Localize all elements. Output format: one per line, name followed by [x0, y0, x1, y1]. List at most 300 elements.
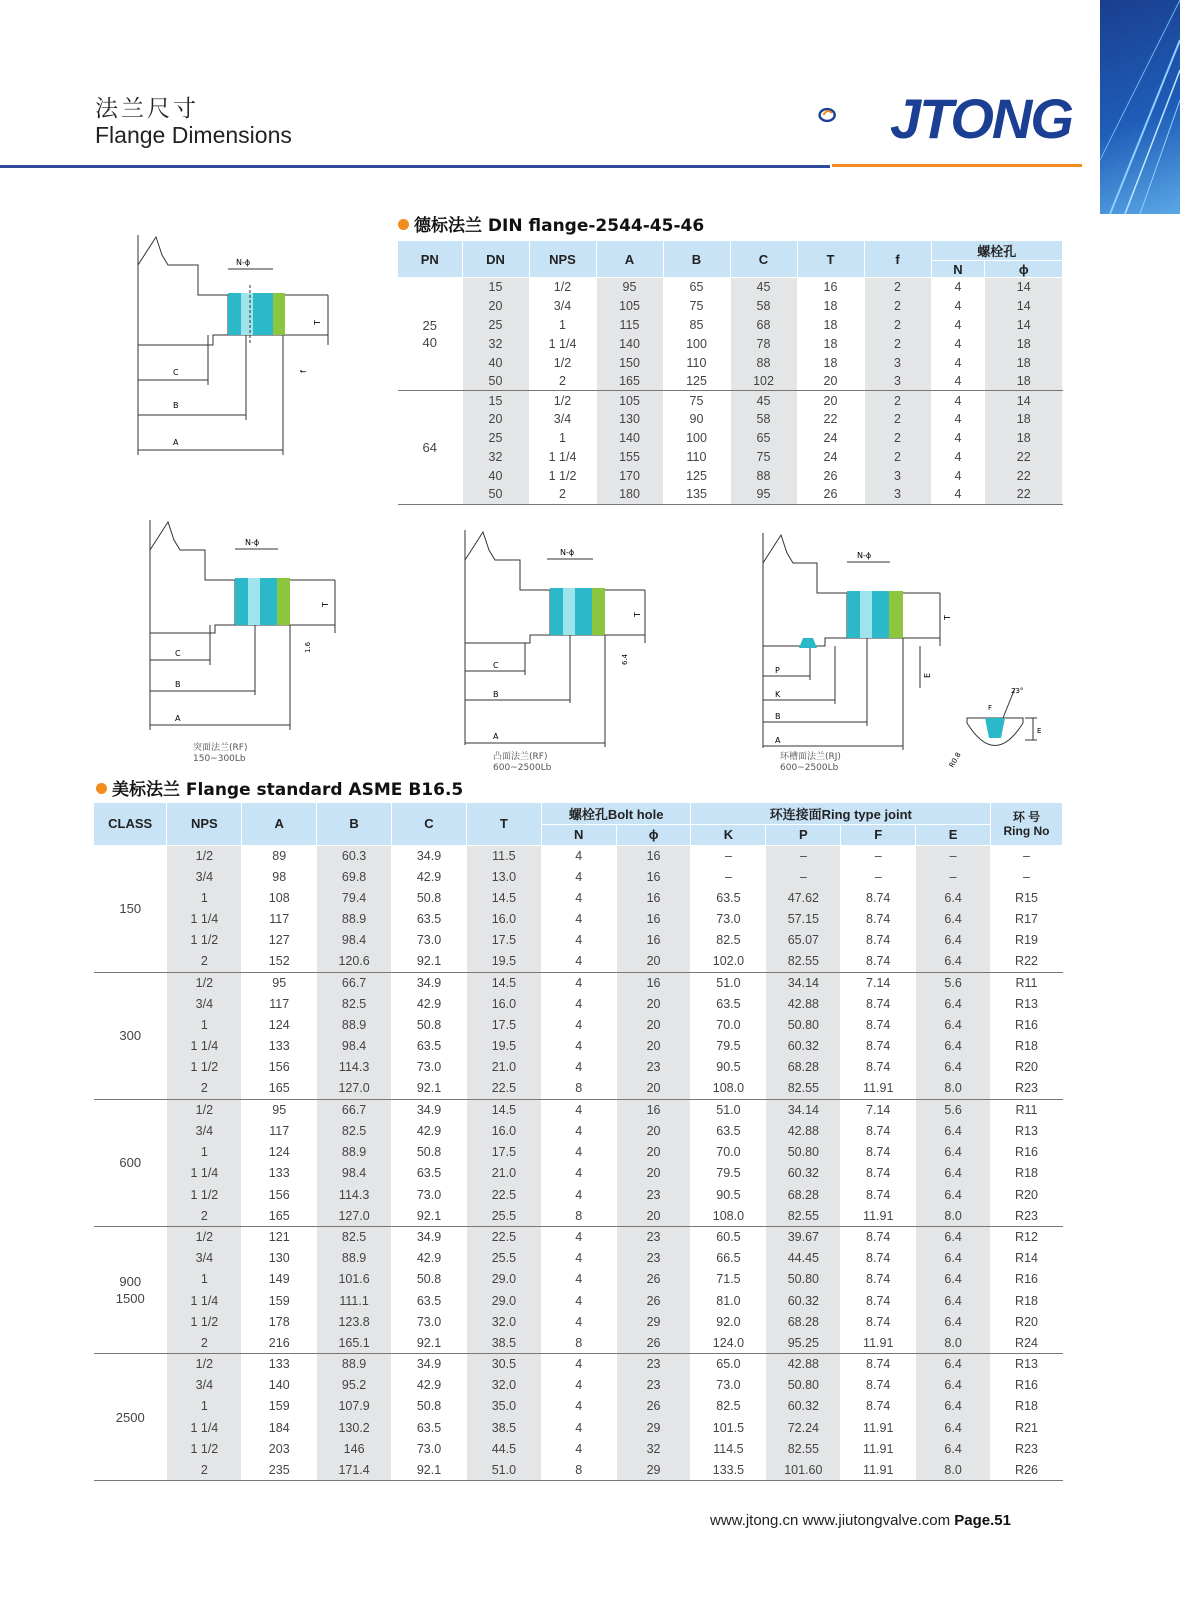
din-cell: 1 1/4 [529, 448, 596, 467]
asme-cell: 50.8 [392, 1269, 467, 1290]
asme-cell: R21 [991, 1417, 1063, 1438]
asme-cell: 26 [616, 1269, 691, 1290]
asme-cell: 82.55 [766, 951, 841, 972]
rj-label-b: B [775, 712, 781, 721]
asme-cell: – [766, 845, 841, 866]
asme-cell: 1/2 [167, 1099, 242, 1120]
asme-cell: 95.25 [766, 1332, 841, 1353]
asme-cell: R18 [991, 1163, 1063, 1184]
din-cell: 1/2 [529, 278, 596, 297]
din-cell: 3 [864, 353, 931, 372]
asme-cell: 34.9 [392, 1226, 467, 1247]
din-cell: 50 [462, 372, 529, 391]
asme-cell: 50.8 [392, 1396, 467, 1417]
asme-cell: 73.0 [392, 1311, 467, 1332]
asme-cell: 60.32 [766, 1163, 841, 1184]
asme-cell: R23 [991, 1205, 1063, 1226]
asme-cell: R16 [991, 1142, 1063, 1163]
asme-cell: 117 [242, 909, 317, 930]
din-cell: 170 [596, 466, 663, 485]
asme-group-value: 300 [119, 1028, 142, 1044]
din-cell: 78 [730, 334, 797, 353]
asme-cell: R11 [991, 972, 1063, 993]
din-cell: 1 1/4 [529, 334, 596, 353]
asme-cell: 107.9 [317, 1396, 392, 1417]
asme-cell: 72.24 [766, 1417, 841, 1438]
din-group-value: 25 [422, 318, 437, 334]
asme-cell: 1 1/4 [167, 1036, 242, 1057]
asme-cell: 22.5 [466, 1184, 541, 1205]
asme-cell: 22.5 [466, 1078, 541, 1099]
asme-cell: 1/2 [167, 1226, 242, 1247]
asme-cell: 63.5 [691, 1120, 766, 1141]
asme-cell: 89 [242, 845, 317, 866]
asme-cell: 1 1/4 [167, 909, 242, 930]
asme-cell: 42.88 [766, 1354, 841, 1375]
din-cell: 20 [797, 372, 864, 391]
asme-cell: 101.5 [691, 1417, 766, 1438]
asme-cell: 90.5 [691, 1184, 766, 1205]
asme-cell: R16 [991, 1375, 1063, 1396]
asme-cell: 8.74 [841, 1354, 916, 1375]
asme-cell: 20 [616, 1142, 691, 1163]
asme-cell: 92.1 [392, 951, 467, 972]
asme-cell: 8.0 [916, 1078, 991, 1099]
din-cell: 75 [663, 296, 730, 315]
asme-cell: 6.4 [916, 1248, 991, 1269]
din-cell: 16 [797, 278, 864, 297]
asme-cell: 73.0 [392, 930, 467, 951]
din-cell: 2 [529, 485, 596, 504]
asme-cell: – [841, 866, 916, 887]
din-cell: 45 [730, 391, 797, 410]
asme-cell: 4 [541, 909, 616, 930]
asme-cell: 23 [616, 1184, 691, 1205]
asme-cell: 6.4 [916, 1417, 991, 1438]
asme-cell: 3/4 [167, 1120, 242, 1141]
asme-cell: R23 [991, 1438, 1063, 1459]
asme-cell: 16 [616, 972, 691, 993]
asme-cell: 73.0 [392, 1057, 467, 1078]
table-row [94, 845, 1063, 866]
asme-cell: 16.0 [466, 909, 541, 930]
asme-cell: 17.5 [466, 930, 541, 951]
asme-cell: 6.4 [916, 1036, 991, 1057]
asme-cell: 5.6 [916, 972, 991, 993]
rj-flange-drawing [755, 528, 1055, 778]
asme-cell: 133.5 [691, 1459, 766, 1480]
table-row [398, 372, 1063, 391]
din-cell: 1 1/2 [529, 466, 596, 485]
asme-cell: 20 [616, 993, 691, 1014]
asme-cell: 6.4 [916, 1142, 991, 1163]
asme-cell: 4 [541, 972, 616, 993]
din-cell: 18 [985, 334, 1063, 353]
table-row [398, 296, 1063, 315]
rf2-label-c: C [493, 661, 499, 670]
asme-cell: 133 [242, 1354, 317, 1375]
asme-cell: 23 [616, 1057, 691, 1078]
caption-rf-150-cn: 突面法兰(RF) [193, 743, 248, 753]
asme-cell: 8.74 [841, 1248, 916, 1269]
asme-cell: R16 [991, 1269, 1063, 1290]
asme-cell: 81.0 [691, 1290, 766, 1311]
asme-cell: 82.5 [317, 1226, 392, 1247]
asme-cell: 4 [541, 887, 616, 908]
asme-cell: 50.80 [766, 1015, 841, 1036]
asme-cell: 152 [242, 951, 317, 972]
din-cell: 95 [596, 278, 663, 297]
asme-cell: R20 [991, 1311, 1063, 1332]
asme-cell: 6.4 [916, 951, 991, 972]
asme-cell: 92.1 [392, 1459, 467, 1480]
din-cell: 45 [730, 278, 797, 297]
asme-cell: 14.5 [466, 1099, 541, 1120]
asme-cell: 6.4 [916, 1163, 991, 1184]
asme-cell: – [841, 845, 916, 866]
asme-group-label [94, 845, 167, 972]
asme-cell: 4 [541, 1142, 616, 1163]
din-cell: 4 [931, 334, 985, 353]
table-row [94, 930, 1063, 951]
din-cell: 40 [462, 353, 529, 372]
table-row [94, 972, 1063, 993]
asme-cell: 4 [541, 1163, 616, 1184]
din-cell: 22 [985, 485, 1063, 504]
asme-cell: 21.0 [466, 1057, 541, 1078]
asme-cell: 60.32 [766, 1290, 841, 1311]
din-cell: 125 [663, 466, 730, 485]
din-cell: 24 [797, 448, 864, 467]
asme-cell: R18 [991, 1290, 1063, 1311]
din-cell: 180 [596, 485, 663, 504]
asme-cell: 68.28 [766, 1311, 841, 1332]
asme-cell: 4 [541, 1290, 616, 1311]
asme-cell: 38.5 [466, 1332, 541, 1353]
din-cell: 2 [864, 315, 931, 334]
asme-cell: 16.0 [466, 1120, 541, 1141]
din-cell: 2 [864, 278, 931, 297]
din-cell: 4 [931, 466, 985, 485]
rf2-label-n-phi: N-ϕ [560, 548, 575, 557]
rf1-label-c: C [175, 649, 181, 658]
col-e: E [916, 824, 991, 845]
din-cell: 88 [730, 353, 797, 372]
table-row [398, 278, 1063, 297]
asme-cell: 2 [167, 1078, 242, 1099]
asme-cell: 8.74 [841, 930, 916, 951]
asme-cell: 165.1 [317, 1332, 392, 1353]
asme-cell: 159 [242, 1396, 317, 1417]
din-group-value: 64 [422, 440, 437, 456]
asme-cell: 70.0 [691, 1142, 766, 1163]
asme-cell: R13 [991, 993, 1063, 1014]
asme-cell: 4 [541, 866, 616, 887]
asme-cell: R14 [991, 1248, 1063, 1269]
rj-label-e2: E [1037, 727, 1042, 735]
asme-cell: 4 [541, 1036, 616, 1057]
din-heading-text: 德标法兰 DIN flange-2544-45-46 [414, 216, 705, 236]
asme-cell: 16 [616, 1099, 691, 1120]
asme-cell: 50.80 [766, 1269, 841, 1290]
asme-cell: 8 [541, 1078, 616, 1099]
asme-cell: 11.91 [841, 1459, 916, 1480]
col-bolt-hole: 螺栓孔Bolt hole [541, 803, 691, 824]
din-group-label [398, 278, 462, 391]
asme-cell: 6.4 [916, 1311, 991, 1332]
din-cell: 22 [985, 448, 1063, 467]
asme-cell: 6.4 [916, 1290, 991, 1311]
asme-cell: R24 [991, 1332, 1063, 1353]
asme-cell: 8 [541, 1459, 616, 1480]
asme-heading-text: 美标法兰 Flange standard ASME B16.5 [112, 780, 464, 800]
din-cell: 4 [931, 315, 985, 334]
asme-cell: 114.3 [317, 1184, 392, 1205]
asme-cell: 47.62 [766, 887, 841, 908]
asme-cell: 11.5 [466, 845, 541, 866]
asme-cell: 8.74 [841, 1036, 916, 1057]
asme-cell: 133 [242, 1163, 317, 1184]
col-ring-no [991, 803, 1063, 845]
din-flange-drawing [128, 225, 348, 465]
din-cell: 65 [730, 429, 797, 448]
din-cell: 4 [931, 372, 985, 391]
asme-cell: 82.55 [766, 1078, 841, 1099]
asme-cell: 82.5 [691, 1396, 766, 1417]
asme-cell: 8 [541, 1332, 616, 1353]
asme-cell: 108 [242, 887, 317, 908]
asme-cell: 26 [616, 1332, 691, 1353]
din-cell: 115 [596, 315, 663, 334]
asme-cell: 26 [616, 1290, 691, 1311]
asme-cell: 8.74 [841, 909, 916, 930]
din-cell: 15 [462, 278, 529, 297]
din-cell: 32 [462, 448, 529, 467]
din-cell: 135 [663, 485, 730, 504]
asme-cell: 8.74 [841, 1057, 916, 1078]
din-cell: 1 [529, 429, 596, 448]
asme-cell: 17.5 [466, 1142, 541, 1163]
asme-cell: 149 [242, 1269, 317, 1290]
asme-group-label [94, 1354, 167, 1481]
asme-cell: 156 [242, 1057, 317, 1078]
asme-cell: 102.0 [691, 951, 766, 972]
asme-cell: 8.0 [916, 1459, 991, 1480]
asme-cell: R20 [991, 1057, 1063, 1078]
caption-rj-range: 600~2500Lb [780, 763, 839, 773]
din-cell: 26 [797, 485, 864, 504]
din-cell: 2 [864, 448, 931, 467]
asme-cell: 8.74 [841, 1290, 916, 1311]
asme-cell: 19.5 [466, 1036, 541, 1057]
din-cell: 1 [529, 315, 596, 334]
din-cell: 18 [797, 315, 864, 334]
din-cell: 25 [462, 429, 529, 448]
asme-cell: 4 [541, 1226, 616, 1247]
asme-cell: 60.32 [766, 1036, 841, 1057]
table-row [94, 1375, 1063, 1396]
asme-cell: R13 [991, 1120, 1063, 1141]
asme-cell: 32.0 [466, 1375, 541, 1396]
asme-cell: 29.0 [466, 1269, 541, 1290]
asme-cell: 92.1 [392, 1078, 467, 1099]
asme-cell: 6.4 [916, 887, 991, 908]
din-cell: 2 [864, 334, 931, 353]
asme-cell: 20 [616, 1163, 691, 1184]
asme-cell: 6.4 [916, 1120, 991, 1141]
asme-group-value: 600 [119, 1155, 142, 1171]
asme-cell: 60.3 [317, 845, 392, 866]
din-cell: 100 [663, 334, 730, 353]
corner-stripes [1100, 0, 1180, 214]
rf-flange-drawing-150 [140, 515, 350, 775]
asme-group-value: 900 [119, 1273, 142, 1289]
asme-cell: 4 [541, 1354, 616, 1375]
asme-cell: 1 1/2 [167, 930, 242, 951]
asme-cell: 25.5 [466, 1248, 541, 1269]
header-rule-orange [832, 164, 1082, 167]
table-row [94, 1142, 1063, 1163]
asme-cell: 73.0 [691, 1375, 766, 1396]
asme-cell: 127 [242, 930, 317, 951]
table-row [94, 1417, 1063, 1438]
asme-cell: R12 [991, 1226, 1063, 1247]
asme-cell: 66.7 [317, 972, 392, 993]
din-col-7: f [864, 241, 931, 278]
din-cell: 155 [596, 448, 663, 467]
table-row [94, 1184, 1063, 1205]
logo-wordmark: JTONG [890, 87, 1072, 150]
asme-cell: 70.0 [691, 1015, 766, 1036]
asme-cell: – [991, 866, 1063, 887]
asme-cell: 124 [242, 1142, 317, 1163]
col-ring-joint: 环连接面Ring type joint [691, 803, 991, 824]
asme-cell: 20 [616, 1036, 691, 1057]
asme-cell: 2 [167, 1205, 242, 1226]
table-row [94, 1290, 1063, 1311]
asme-cell: 4 [541, 930, 616, 951]
asme-cell: 29 [616, 1311, 691, 1332]
asme-cell: 42.9 [392, 1248, 467, 1269]
asme-cell: 120.6 [317, 951, 392, 972]
asme-cell: 16.0 [466, 993, 541, 1014]
table-row [94, 1057, 1063, 1078]
asme-cell: 95 [242, 1099, 317, 1120]
asme-cell: 8.74 [841, 951, 916, 972]
asme-cell: 60.32 [766, 1396, 841, 1417]
logo-text [890, 86, 1072, 151]
col-a: A [242, 803, 317, 845]
din-cell: 4 [931, 296, 985, 315]
asme-cell: 34.9 [392, 1099, 467, 1120]
din-cell: 18 [797, 353, 864, 372]
asme-cell: – [766, 866, 841, 887]
table-row [398, 485, 1063, 504]
asme-cell: 66.7 [317, 1099, 392, 1120]
din-col-6: T [797, 241, 864, 278]
asme-cell: 23 [616, 1248, 691, 1269]
asme-cell: 16 [616, 845, 691, 866]
asme-cell: 14.5 [466, 887, 541, 908]
asme-cell: R22 [991, 951, 1063, 972]
din-cell: 4 [931, 485, 985, 504]
asme-cell: 34.14 [766, 972, 841, 993]
din-cell: 3 [864, 372, 931, 391]
table-row [398, 429, 1063, 448]
asme-group-value: 150 [119, 901, 142, 917]
header-rule-blue [0, 165, 830, 168]
asme-cell: 1 [167, 1396, 242, 1417]
asme-cell: 8.74 [841, 1226, 916, 1247]
asme-cell: 65.0 [691, 1354, 766, 1375]
asme-cell: R23 [991, 1078, 1063, 1099]
rf2-label-b: B [493, 690, 499, 699]
asme-cell: 8.0 [916, 1205, 991, 1226]
asme-cell: 65.07 [766, 930, 841, 951]
asme-flange-table [94, 803, 1063, 1481]
din-cell: 18 [985, 372, 1063, 391]
asme-cell: 146 [317, 1438, 392, 1459]
asme-heading [96, 775, 463, 800]
table-row [94, 993, 1063, 1014]
asme-cell: 98.4 [317, 930, 392, 951]
din-cell: 50 [462, 485, 529, 504]
col-f: F [841, 824, 916, 845]
asme-cell: 42.9 [392, 1375, 467, 1396]
caption-rf-150-range: 150~300Lb [193, 754, 246, 764]
din-heading [398, 211, 704, 236]
din-label-a: A [173, 438, 179, 447]
din-cell: 102 [730, 372, 797, 391]
din-label-n-phi: N-ϕ [236, 258, 251, 267]
asme-cell: 98.4 [317, 1036, 392, 1057]
col-ring-no-cn: 环 号 [1012, 809, 1041, 824]
asme-cell: 92.1 [392, 1332, 467, 1353]
din-cell: 20 [462, 410, 529, 429]
asme-cell: 8 [541, 1205, 616, 1226]
rj-label-f: F [988, 704, 993, 712]
din-group-label [398, 391, 462, 504]
asme-cell: 60.5 [691, 1226, 766, 1247]
bullet-icon [398, 219, 409, 230]
footer-urls[interactable]: www.jtong.cn www.jiutongvalve.com [710, 1512, 951, 1529]
din-cell: 88 [730, 466, 797, 485]
asme-cell: 32.0 [466, 1311, 541, 1332]
asme-cell: 57.15 [766, 909, 841, 930]
din-cell: 2 [864, 429, 931, 448]
asme-cell: 42.9 [392, 993, 467, 1014]
asme-cell: 108.0 [691, 1205, 766, 1226]
asme-cell: 4 [541, 1184, 616, 1205]
din-cell: 130 [596, 410, 663, 429]
asme-cell: 63.5 [691, 887, 766, 908]
din-cell: 90 [663, 410, 730, 429]
din-col-3: A [596, 241, 663, 278]
asme-cell: 51.0 [691, 972, 766, 993]
asme-cell: 82.5 [691, 930, 766, 951]
rf-flange-drawing-600 [455, 525, 665, 755]
asme-cell: 23 [616, 1226, 691, 1247]
asme-cell: 11.91 [841, 1417, 916, 1438]
asme-cell: 42.88 [766, 1120, 841, 1141]
col-c: C [392, 803, 467, 845]
din-cell: 22 [797, 410, 864, 429]
asme-cell: 4 [541, 1057, 616, 1078]
asme-cell: 4 [541, 1375, 616, 1396]
din-cell: 18 [797, 334, 864, 353]
asme-group-value: 1500 [115, 1290, 145, 1306]
asme-cell: 16 [616, 930, 691, 951]
